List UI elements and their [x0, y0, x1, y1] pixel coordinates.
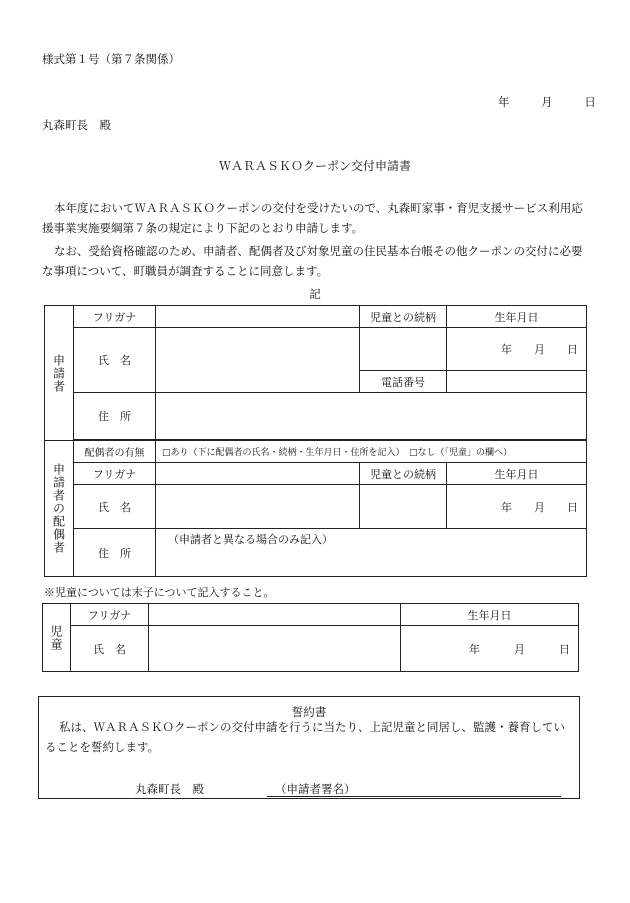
spouse-presence-options[interactable]: □あり（下に配偶者の氏名・続柄・生年月日・住所を記入） □なし（「児童」の欄へ）: [156, 441, 587, 463]
spouse-furigana-label: フリガナ: [74, 463, 156, 485]
child-table: [42, 603, 579, 672]
date-line: [498, 94, 596, 110]
spouse-address-note: （申請者と異なる場合のみ記入）: [168, 533, 333, 546]
applicant-name-label: 氏 名: [74, 328, 156, 393]
spouse-address-label: 住 所: [74, 529, 156, 577]
applicant-furigana-label: フリガナ: [74, 306, 156, 328]
date-month: 月: [541, 95, 553, 109]
applicant-section-label: 申請者: [45, 306, 74, 441]
intro-paragraph-2: なお、受給資格確認のため、申請者、配偶者及び対象児童の住民基本台帳その他クーポンの交付に必要な事項について、町職員が調査することに同意します。: [42, 244, 583, 278]
spouse-address-field[interactable]: [156, 529, 587, 577]
signature-line[interactable]: [267, 796, 561, 797]
spouse-dob-label: 生年月日: [447, 463, 587, 485]
child-name-field[interactable]: [149, 626, 401, 672]
form-number: 様式第１号（第７条関係）: [42, 52, 180, 66]
applicant-address-label: 住 所: [74, 393, 156, 440]
addressee: 丸森町長 殿: [42, 118, 111, 132]
spouse-relation-field[interactable]: [360, 485, 447, 529]
child-section-label: 児童: [43, 604, 71, 672]
pledge-box: [38, 696, 580, 799]
pledge-title: 誓約書: [291, 705, 327, 719]
document-title: ＷＡＲＡＳＫＯクーポン交付申請書: [218, 159, 411, 173]
date-day: 日: [584, 95, 596, 109]
pledge-addressee: 丸森町長 殿: [135, 782, 204, 796]
child-furigana-field[interactable]: [149, 604, 401, 626]
child-name-label: 氏 名: [71, 626, 149, 672]
applicant-name-field[interactable]: [156, 328, 360, 393]
applicant-phone-field[interactable]: [447, 371, 587, 393]
spouse-name-label: 氏 名: [74, 485, 156, 529]
date-year: 年: [498, 95, 510, 109]
spouse-dob-field[interactable]: 年 月 日: [447, 485, 587, 529]
applicant-address-field[interactable]: [156, 393, 587, 440]
applicant-relation-field[interactable]: [360, 328, 447, 371]
applicant-furigana-field[interactable]: [156, 306, 360, 328]
spouse-furigana-field[interactable]: [156, 463, 360, 485]
child-dob-field[interactable]: 年 月 日: [401, 626, 579, 672]
pledge-text: 私は、ＷＡＲＡＳＫＯクーポンの交付申請を行うに当たり、上記児童と同居し、監護・養育していることを誓約します。: [45, 720, 565, 754]
child-furigana-label: フリガナ: [71, 604, 149, 626]
child-note: ※児童については末子について記入すること。: [44, 586, 275, 599]
spouse-name-field[interactable]: [156, 485, 360, 529]
child-dob-label: 生年月日: [401, 604, 579, 626]
applicant-dob-field[interactable]: 年 月 日: [447, 328, 587, 371]
spouse-relation-label: 児童との続柄: [360, 463, 447, 485]
applicant-phone-label: 電話番号: [360, 371, 447, 393]
applicant-relation-label: 児童との続柄: [360, 306, 447, 328]
ki-heading: 記: [309, 287, 321, 301]
pledge-signature-label: （申請者署名）: [275, 782, 356, 796]
applicant-table: [44, 305, 587, 577]
spouse-presence-label: 配偶者の有無: [74, 441, 156, 463]
applicant-dob-label: 生年月日: [447, 306, 587, 328]
intro-paragraph-1: 本年度においてＷＡＲＡＳＫＯクーポンの交付を受けたいので、丸森町家事・育児支援サービス利用応援事業実施要綱第７条の規定により下記のとおり申請します。: [42, 201, 583, 235]
spouse-section-label: 申請者の配偶者: [45, 441, 74, 577]
